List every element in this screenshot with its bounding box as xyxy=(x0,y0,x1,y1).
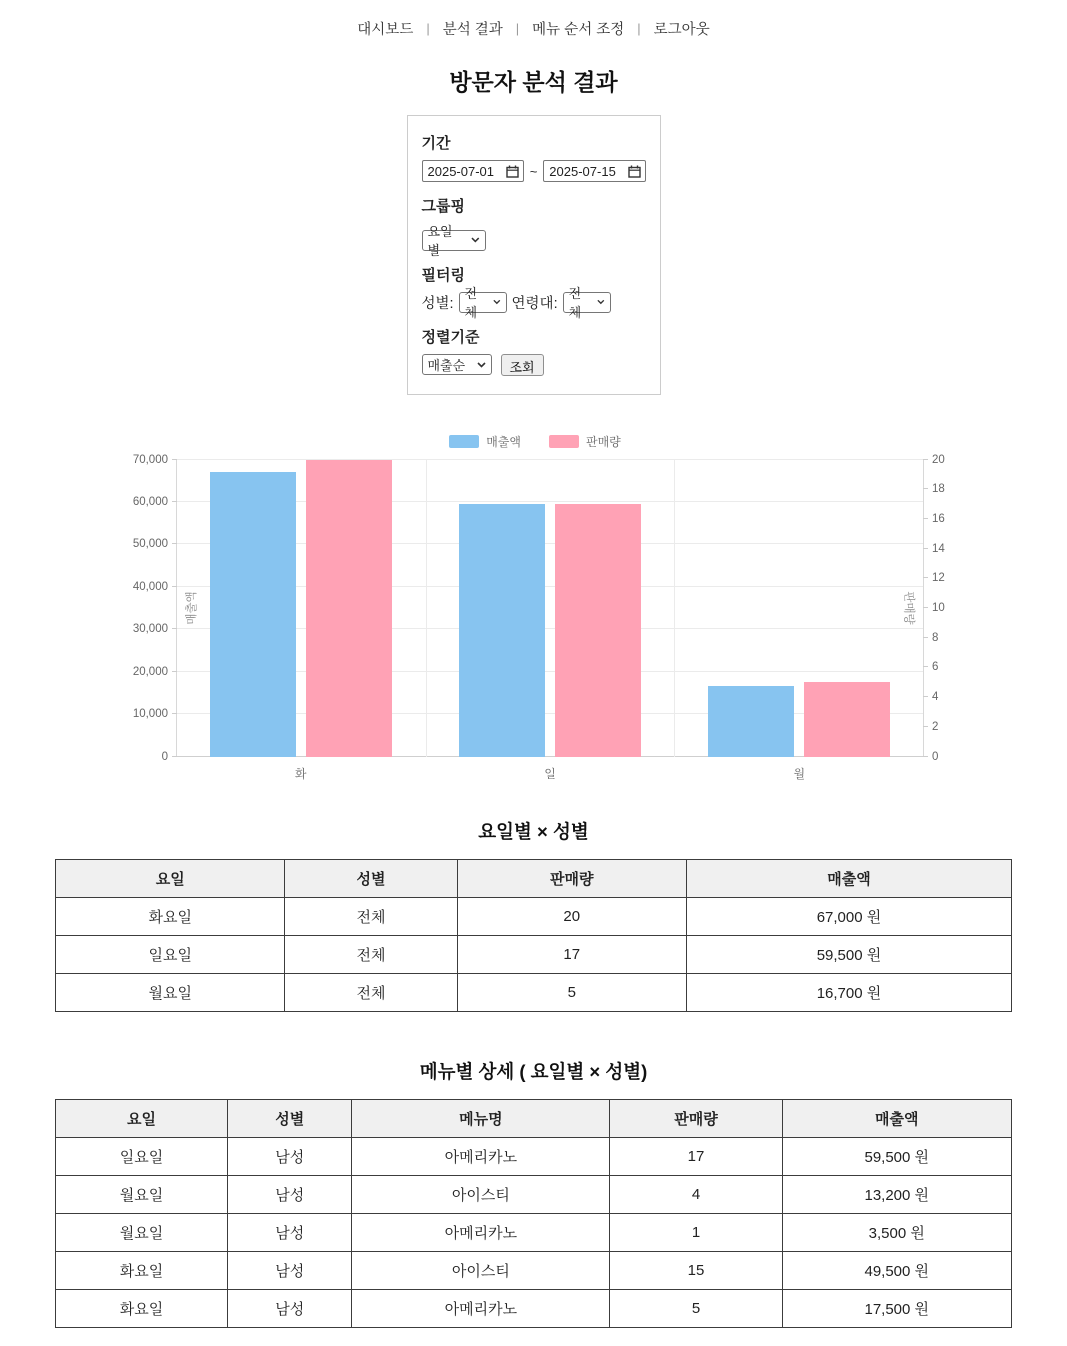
table-header-row xyxy=(56,1099,1012,1137)
table-cell: 화요일 xyxy=(56,1251,228,1289)
tick-mark xyxy=(923,756,928,757)
column-header: 판매량 xyxy=(610,1099,782,1137)
x-axis-label: 일 xyxy=(544,766,556,781)
table-row xyxy=(56,1137,1012,1175)
table-cell: 남성 xyxy=(228,1289,352,1327)
nav-item-dashboard[interactable]: 대시보드 xyxy=(357,22,414,38)
tick-mark xyxy=(923,459,928,460)
bar-revenue xyxy=(210,472,296,756)
bar-quantity xyxy=(306,460,392,757)
table-cell: 5 xyxy=(610,1289,782,1327)
nav-separator: | xyxy=(515,21,520,36)
table-cell: 월요일 xyxy=(56,1213,228,1251)
column-header: 판매량 xyxy=(457,859,686,897)
table-cell: 화요일 xyxy=(56,1289,228,1327)
chart-legend xyxy=(100,433,970,450)
table-row xyxy=(56,935,1012,973)
table-row xyxy=(56,1213,1012,1251)
y-axis-tick-label-right: 8 xyxy=(932,631,939,644)
y-axis-tick-label-right: 2 xyxy=(932,720,939,733)
bar-quantity xyxy=(555,504,641,756)
table-cell: 17 xyxy=(457,935,686,973)
y-axis-tick-label-left: 60,000 xyxy=(132,495,168,508)
period-label: 기간 xyxy=(421,135,451,152)
table-cell: 59,500 원 xyxy=(782,1137,1011,1175)
tick-mark xyxy=(923,548,928,549)
sort-label: 정렬기준 xyxy=(421,328,480,346)
bar-quantity xyxy=(804,682,890,756)
y-axis-tick-label-left: 0 xyxy=(161,750,168,763)
date-to-input[interactable] xyxy=(543,160,645,182)
y-axis-tick-label-left: 40,000 xyxy=(132,580,168,593)
grouping-selected-value: 요일별 xyxy=(427,224,453,258)
section-title-detail: 메뉴별 상세 ( 요일별 × 성별) xyxy=(419,1060,648,1082)
table-cell: 1 xyxy=(610,1213,782,1251)
y-axis-tick-label-right: 10 xyxy=(932,602,945,614)
age-selected-value: 전체 xyxy=(568,286,582,320)
search-button[interactable]: 조회 xyxy=(501,354,544,376)
legend-item xyxy=(549,433,621,450)
column-header: 성별 xyxy=(228,1099,352,1137)
column-header: 매출액 xyxy=(782,1099,1011,1137)
summary-table xyxy=(55,859,1012,1012)
y-axis-title-left: 매출액 xyxy=(186,591,198,625)
bar-group xyxy=(674,460,923,757)
table-cell: 4 xyxy=(610,1175,782,1213)
page-title: 방문자 분석 결과 xyxy=(449,69,618,95)
table-cell: 20 xyxy=(457,897,686,935)
y-axis-tick-label-left: 10,000 xyxy=(132,708,168,721)
filter-panel xyxy=(407,115,661,395)
nav-item-logout[interactable]: 로그아웃 xyxy=(653,22,710,38)
table-cell: 13,200 원 xyxy=(782,1175,1011,1213)
detail-table xyxy=(55,1099,1012,1328)
nav-separator: | xyxy=(426,21,430,36)
column-header: 메뉴명 xyxy=(352,1099,610,1137)
legend-label: 판매량 xyxy=(586,434,621,449)
grouping-select[interactable] xyxy=(422,224,486,258)
bar-revenue xyxy=(459,504,545,756)
tick-mark xyxy=(923,637,928,638)
bar-group xyxy=(426,460,675,757)
table-cell: 67,000 원 xyxy=(686,897,1011,935)
y-axis-title-right: 판매량 xyxy=(902,591,914,625)
chart-plot xyxy=(132,453,945,763)
chevron-down-icon xyxy=(597,299,605,305)
table-cell: 남성 xyxy=(228,1251,352,1289)
tick-mark xyxy=(923,607,928,608)
y-axis-tick-label-left: 30,000 xyxy=(132,623,168,636)
table-cell: 59,500 원 xyxy=(686,935,1011,973)
chevron-down-icon xyxy=(471,237,480,243)
age-label: 연령대: xyxy=(511,295,558,312)
table-cell: 3,500 원 xyxy=(782,1213,1011,1251)
sort-select[interactable] xyxy=(422,354,492,375)
tick-mark xyxy=(923,666,928,667)
calendar-icon xyxy=(506,165,519,178)
table-cell: 아메리카노 xyxy=(352,1137,610,1175)
chevron-down-icon xyxy=(477,362,486,368)
calendar-icon xyxy=(628,165,641,178)
table-row xyxy=(56,1289,1012,1327)
y-axis-tick-label-right: 0 xyxy=(932,750,939,763)
date-from-value: 2025-07-01 xyxy=(427,163,494,179)
table-cell: 전체 xyxy=(285,973,457,1011)
nav-separator: | xyxy=(637,21,641,36)
tick-mark xyxy=(923,518,928,519)
y-axis-tick-label-right: 16 xyxy=(932,512,945,525)
nav-item-analysis-results[interactable]: 분석 결과 xyxy=(442,22,503,38)
table-cell: 남성 xyxy=(228,1213,352,1251)
table-row xyxy=(56,973,1012,1011)
legend-item xyxy=(449,433,521,450)
table-row xyxy=(56,1175,1012,1213)
legend-swatch xyxy=(549,435,579,448)
tick-mark xyxy=(923,488,928,489)
nav-item-menu-order[interactable]: 메뉴 순서 조정 xyxy=(532,22,625,38)
y-axis-tick-label-right: 20 xyxy=(932,453,945,466)
legend-label: 매출액 xyxy=(486,434,521,449)
table-header-row xyxy=(56,859,1012,897)
table-cell: 49,500 원 xyxy=(782,1251,1011,1289)
y-axis-tick-label-left: 20,000 xyxy=(132,665,168,678)
y-axis-tick-label-right: 18 xyxy=(932,483,945,496)
table-row xyxy=(56,1251,1012,1289)
gender-selected-value: 전체 xyxy=(464,286,478,320)
table-cell: 아이스티 xyxy=(352,1175,610,1213)
table-cell: 17,500 원 xyxy=(782,1289,1011,1327)
column-header: 요일 xyxy=(56,1099,228,1137)
range-separator: ~ xyxy=(529,163,538,179)
table-cell: 화요일 xyxy=(56,897,285,935)
sort-selected-value: 매출순 xyxy=(427,358,466,373)
table-cell: 아메리카노 xyxy=(352,1213,610,1251)
date-to-value: 2025-07-15 xyxy=(549,163,616,179)
table-cell: 월요일 xyxy=(56,1175,228,1213)
sales-quantity-chart xyxy=(100,433,970,782)
y-axis-tick-label-right: 6 xyxy=(932,661,939,674)
top-nav xyxy=(0,0,1067,39)
tick-mark xyxy=(923,726,928,727)
date-from-input[interactable] xyxy=(422,160,524,182)
table-cell: 전체 xyxy=(285,935,457,973)
column-header: 요일 xyxy=(56,859,285,897)
table-row xyxy=(56,897,1012,935)
tick-mark xyxy=(923,577,928,578)
legend-swatch xyxy=(449,435,479,448)
y-axis-tick-label-left: 70,000 xyxy=(132,453,168,466)
x-axis-label: 월 xyxy=(793,766,806,781)
bar-group xyxy=(177,460,426,757)
chevron-down-icon xyxy=(493,299,501,305)
y-axis-tick-label-right: 4 xyxy=(932,691,939,704)
section-title-summary: 요일별 × 성별 xyxy=(478,820,589,842)
y-axis-tick-label-right: 12 xyxy=(932,572,945,585)
table-cell: 아메리카노 xyxy=(352,1289,610,1327)
bar-revenue xyxy=(708,686,794,757)
age-select[interactable] xyxy=(563,286,611,320)
tick-mark xyxy=(923,696,928,697)
y-axis-tick-label-left: 50,000 xyxy=(132,538,168,551)
gender-label: 성별: xyxy=(421,295,454,312)
table-cell: 남성 xyxy=(228,1137,352,1175)
grouping-label: 그룹핑 xyxy=(421,198,465,215)
table-cell: 15 xyxy=(610,1251,782,1289)
table-cell: 5 xyxy=(457,973,686,1011)
table-cell: 남성 xyxy=(228,1175,352,1213)
column-header: 매출액 xyxy=(686,859,1011,897)
table-cell: 월요일 xyxy=(56,973,285,1011)
table-cell: 16,700 원 xyxy=(686,973,1011,1011)
table-cell: 일요일 xyxy=(56,935,285,973)
table-cell: 17 xyxy=(610,1137,782,1175)
filtering-label: 필터링 xyxy=(421,266,465,284)
table-cell: 전체 xyxy=(285,897,457,935)
table-cell: 일요일 xyxy=(56,1137,228,1175)
y-axis-tick-label-right: 14 xyxy=(932,542,945,555)
x-axis-labels xyxy=(176,765,924,782)
column-header: 성별 xyxy=(285,859,457,897)
gender-select[interactable] xyxy=(459,286,507,320)
table-cell: 아이스티 xyxy=(352,1251,610,1289)
x-axis-label: 화 xyxy=(294,766,307,781)
